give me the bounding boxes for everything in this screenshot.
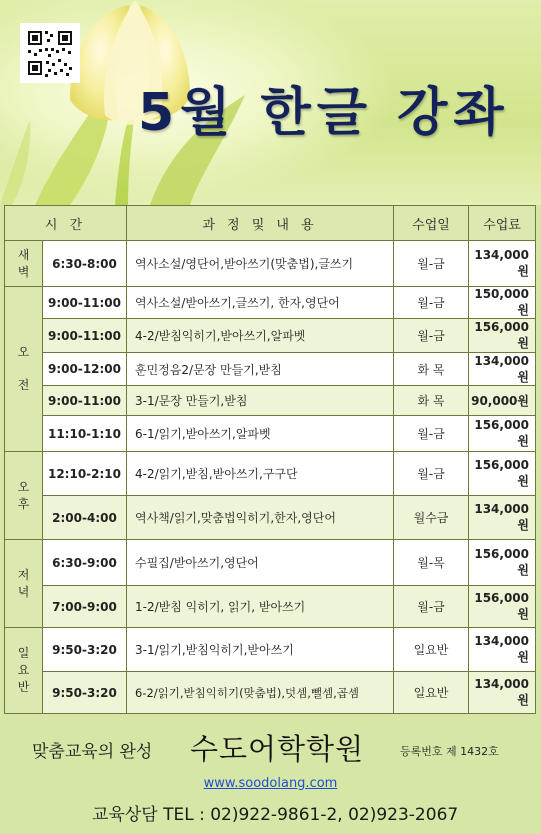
time-cell: 6:30-8:00 <box>43 241 127 287</box>
fee-cell: 90,000원 <box>469 386 536 416</box>
days-cell: 월-금 <box>394 452 469 496</box>
website-link[interactable]: www.soodolang.com <box>203 776 338 791</box>
days-cell: 월-목 <box>394 540 469 586</box>
group-label-sunday: 일 요 반 <box>5 628 43 714</box>
days-cell: 월-금 <box>394 319 469 353</box>
table-row <box>5 540 536 586</box>
course-cell: 수필집/받아쓰기,영단어 <box>127 540 394 586</box>
table-row <box>5 452 536 496</box>
table-row <box>5 586 536 628</box>
slogan: 맞춤교육의 완성 <box>32 742 153 762</box>
days-cell: 월-금 <box>394 586 469 628</box>
header-time: 시 간 <box>5 206 127 241</box>
table-row <box>5 241 536 287</box>
fee-cell: 134,000원 <box>469 628 536 672</box>
group-label-morning: 오 전 <box>5 287 43 452</box>
fee-cell: 156,000원 <box>469 416 536 452</box>
days-cell: 월-금 <box>394 241 469 287</box>
days-cell: 화 목 <box>394 386 469 416</box>
group-label-evening: 저 녁 <box>5 540 43 628</box>
contact-info: 교육상담 TEL : 02)922-9861-2, 02)923-2067 <box>92 805 459 825</box>
days-cell: 월수금 <box>394 496 469 540</box>
group-label-afternoon: 오 후 <box>5 452 43 540</box>
group-label-dawn: 새 벽 <box>5 241 43 287</box>
qr-code-icon[interactable] <box>20 23 80 83</box>
course-cell: 6-2/읽기,받침익히기(맞춤법),덧셈,뺄셈,곱셈 <box>127 672 394 714</box>
days-cell: 일요반 <box>394 628 469 672</box>
days-cell: 월-금 <box>394 416 469 452</box>
time-cell: 6:30-9:00 <box>43 540 127 586</box>
course-cell: 1-2/받침 익히기, 읽기, 받아쓰기 <box>127 586 394 628</box>
fee-cell: 156,000원 <box>469 452 536 496</box>
fee-cell: 156,000원 <box>469 319 536 353</box>
table-row <box>5 287 536 319</box>
time-cell: 9:00-11:00 <box>43 287 127 319</box>
fee-cell: 134,000원 <box>469 353 536 386</box>
time-cell: 9:00-12:00 <box>43 353 127 386</box>
header-banner <box>0 0 541 205</box>
course-cell: 3-1/문장 만들기,받침 <box>127 386 394 416</box>
fee-cell: 134,000원 <box>469 496 536 540</box>
time-cell: 11:10-1:10 <box>43 416 127 452</box>
course-cell: 4-2/읽기,받침,받아쓰기,구구단 <box>127 452 394 496</box>
time-cell: 7:00-9:00 <box>43 586 127 628</box>
course-cell: 3-1/읽기,받침익히기,받아쓰기 <box>127 628 394 672</box>
time-cell: 9:00-11:00 <box>43 386 127 416</box>
table-header-row <box>5 206 536 241</box>
table-row <box>5 386 536 416</box>
table-row <box>5 416 536 452</box>
table-row <box>5 628 536 672</box>
fee-cell: 156,000원 <box>469 540 536 586</box>
days-cell: 월-금 <box>394 287 469 319</box>
course-cell: 6-1/읽기,받아쓰기,알파벳 <box>127 416 394 452</box>
course-cell: 역사책/읽기,맞춤법익히기,한자,영단어 <box>127 496 394 540</box>
registration-number: 등록번호 제 1432호 <box>400 745 499 758</box>
time-cell: 9:50-3:20 <box>43 628 127 672</box>
header-course: 과 정 및 내 용 <box>127 206 394 241</box>
schedule-table <box>4 205 536 714</box>
days-cell: 화 목 <box>394 353 469 386</box>
days-cell: 일요반 <box>394 672 469 714</box>
time-cell: 9:50-3:20 <box>43 672 127 714</box>
time-cell: 2:00-4:00 <box>43 496 127 540</box>
table-row <box>5 353 536 386</box>
table-row <box>5 496 536 540</box>
fee-cell: 150,000원 <box>469 287 536 319</box>
header-days: 수업일 <box>394 206 469 241</box>
course-cell: 훈민정음2/문장 만들기,받침 <box>127 353 394 386</box>
time-cell: 12:10-2:10 <box>43 452 127 496</box>
fee-cell: 156,000원 <box>469 586 536 628</box>
fee-cell: 134,000원 <box>469 672 536 714</box>
course-cell: 역사소설/받아쓰기,글쓰기, 한자,영단어 <box>127 287 394 319</box>
academy-name: 수도어학학원 <box>190 732 365 766</box>
table-row <box>5 672 536 714</box>
page-title: 5월 한글 강좌 <box>138 83 510 143</box>
time-cell: 9:00-11:00 <box>43 319 127 353</box>
course-cell: 역사소설/영단어,받아쓰기(맞춤법),글쓰기 <box>127 241 394 287</box>
header-fee: 수업료 <box>469 206 536 241</box>
course-cell: 4-2/받침익히기,받아쓰기,알파벳 <box>127 319 394 353</box>
fee-cell: 134,000원 <box>469 241 536 287</box>
table-row <box>5 319 536 353</box>
